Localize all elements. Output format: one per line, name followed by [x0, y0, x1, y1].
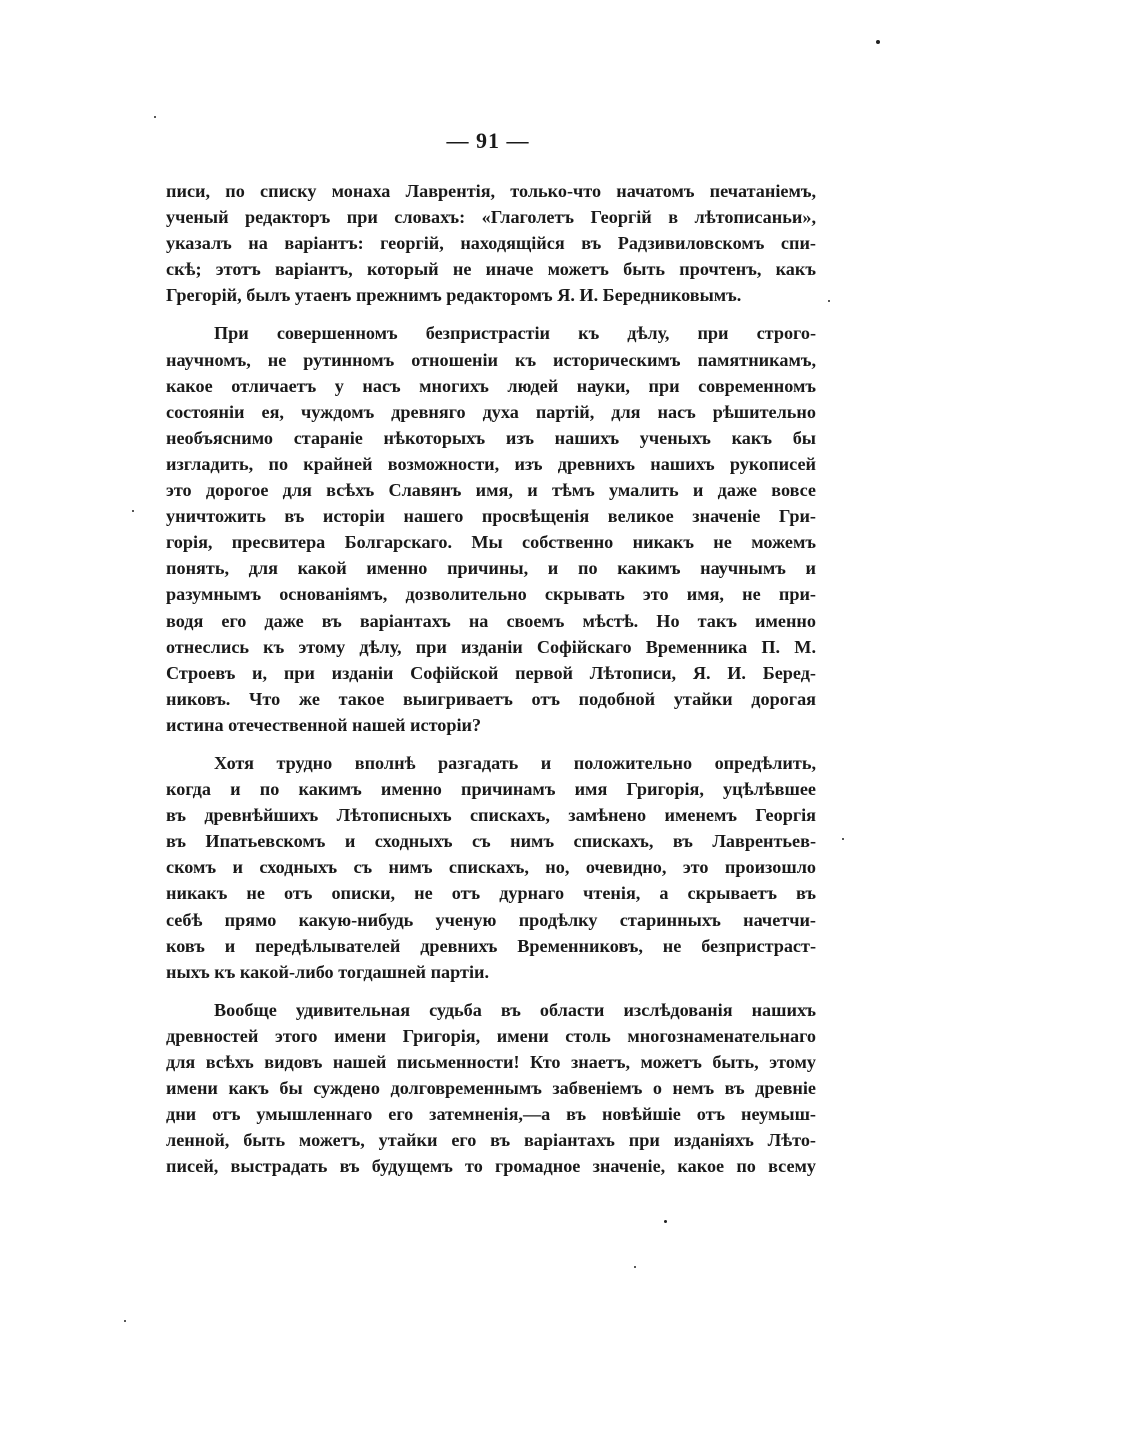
text-line: никакъ не отъ описки, не отъ дурнаго чтенія, а скрываетъ въ — [166, 883, 816, 904]
text-line: ученый редакторъ при словахъ: «Глаголетъ Георгій в лѣтописаньи», — [166, 207, 816, 228]
text-line: ленной, быть можетъ, утайки его въ варіантахъ при изданіяхъ Лѣто- — [166, 1130, 816, 1151]
print-speck — [132, 510, 134, 512]
text-line: Строевъ и, при изданіи Софійской первой Лѣтописи, Я. И. Беред- — [166, 662, 816, 683]
text-line: себѣ прямо какую-нибудь ученую продѣлку старинныхъ начетчи- — [166, 909, 816, 930]
text-line: скомъ и сходныхъ съ нимъ спискахъ, но, очевидно, это произошло — [166, 857, 816, 878]
body-text — [166, 178, 816, 1179]
paragraph — [166, 750, 816, 985]
text-line: необъяснимо стараніе нѣкоторыхъ изъ нашихъ ученыхъ какъ бы — [166, 427, 816, 448]
text-line: уничтожить въ исторіи нашего просвѣщенія великое значеніе Гри- — [166, 506, 816, 527]
print-speck — [124, 1320, 126, 1322]
text-line: указалъ на варіантъ: георгій, находящійся въ Радзивиловскомъ спи- — [166, 233, 816, 254]
text-line: имени какъ бы суждено долговременнымъ забвеніемъ о немъ въ древніе — [166, 1078, 816, 1099]
text-line: Вообще удивительная судьба въ области изслѣдованія нашихъ — [214, 999, 816, 1020]
text-line: истина отечественной нашей исторіи? — [166, 714, 482, 735]
text-line: водя его даже въ варіантахъ на своемъ мѣстѣ. Но такъ именно — [166, 610, 816, 631]
text-line: При совершенномъ безпристрастіи къ дѣлу, при строго- — [214, 323, 816, 344]
text-line: скѣ; этотъ варіантъ, который не иначе можетъ быть прочтенъ, какъ — [166, 259, 816, 280]
text-line: отнеслись къ этому дѣлу, при изданіи Софійскаго Временника П. М. — [166, 636, 816, 657]
text-line: разумнымъ основаніямъ, дозволительно скрывать это имя, не при- — [166, 584, 816, 605]
text-line: состояніи ея, чуждомъ древняго духа партій, для насъ рѣшительно — [166, 401, 816, 422]
text-line: въ Ипатьевскомъ и сходныхъ съ нимъ спискахъ, въ Лаврентьев- — [166, 831, 816, 852]
text-line: когда и по какимъ именно причинамъ имя Григорія, уцѣлѣвшее — [166, 779, 816, 800]
paragraph — [166, 320, 816, 738]
text-line: ковъ и передѣлывателей древнихъ Временниковъ, не безпристраст- — [166, 935, 816, 956]
text-line: какое отличаетъ у насъ многихъ людей науки, при современномъ — [166, 375, 816, 396]
text-line: ныхъ къ какой-либо тогдашней партіи. — [166, 961, 490, 982]
text-line: горія, пресвитера Болгарскаго. Мы собственно никакъ не можемъ — [166, 532, 816, 553]
text-line: научномъ, не рутинномъ отношеніи къ историческимъ памятникамъ, — [166, 349, 816, 370]
text-line: для всѣхъ видовъ нашей письменности! Кто знаетъ, можетъ быть, этому — [166, 1052, 816, 1072]
text-line: писи, по списку монаха Лаврентія, только-что начатомъ печатаніемъ, — [166, 181, 816, 201]
text-line: Хотя трудно вполнѣ разгадать и положительно опредѣлить, — [214, 752, 816, 773]
text-line: древностей этого имени Григорія, имени столь многознаменательнаго — [166, 1025, 816, 1046]
print-speck — [876, 40, 880, 44]
print-speck — [842, 838, 844, 840]
text-line: дни отъ умышленнаго его затемненія,—а въ новѣйшіе отъ неумыш- — [166, 1104, 816, 1125]
paragraph — [166, 178, 816, 308]
text-line: писей, выстрадать въ будущемъ то громадное значеніе, какое по всему — [166, 1156, 816, 1177]
print-speck — [154, 116, 156, 118]
text-line: Грегорій, былъ утаенъ прежнимъ редакторомъ Я. И. Бередниковымъ. — [166, 285, 742, 306]
text-line: въ древнѣйшихъ Лѣтописныхъ спискахъ, замѣнено именемъ Георгія — [166, 805, 816, 826]
print-speck — [664, 1220, 667, 1223]
page-number: — 91 — — [446, 128, 530, 153]
text-line: это дорогое для всѣхъ Славянъ имя, и тѣмъ умалить и даже вовсе — [166, 480, 816, 501]
paragraph — [166, 997, 816, 1180]
text-line: никовъ. Что же такое выигриваетъ отъ подобной утайки дорогая — [166, 688, 816, 709]
text-line: понять, для какой именно причины, и по какимъ научнымъ и — [166, 558, 816, 579]
print-speck — [634, 1266, 636, 1268]
print-speck — [828, 300, 830, 302]
text-line: изгладить, по крайней возможности, изъ древнихъ нашихъ рукописей — [166, 453, 816, 474]
